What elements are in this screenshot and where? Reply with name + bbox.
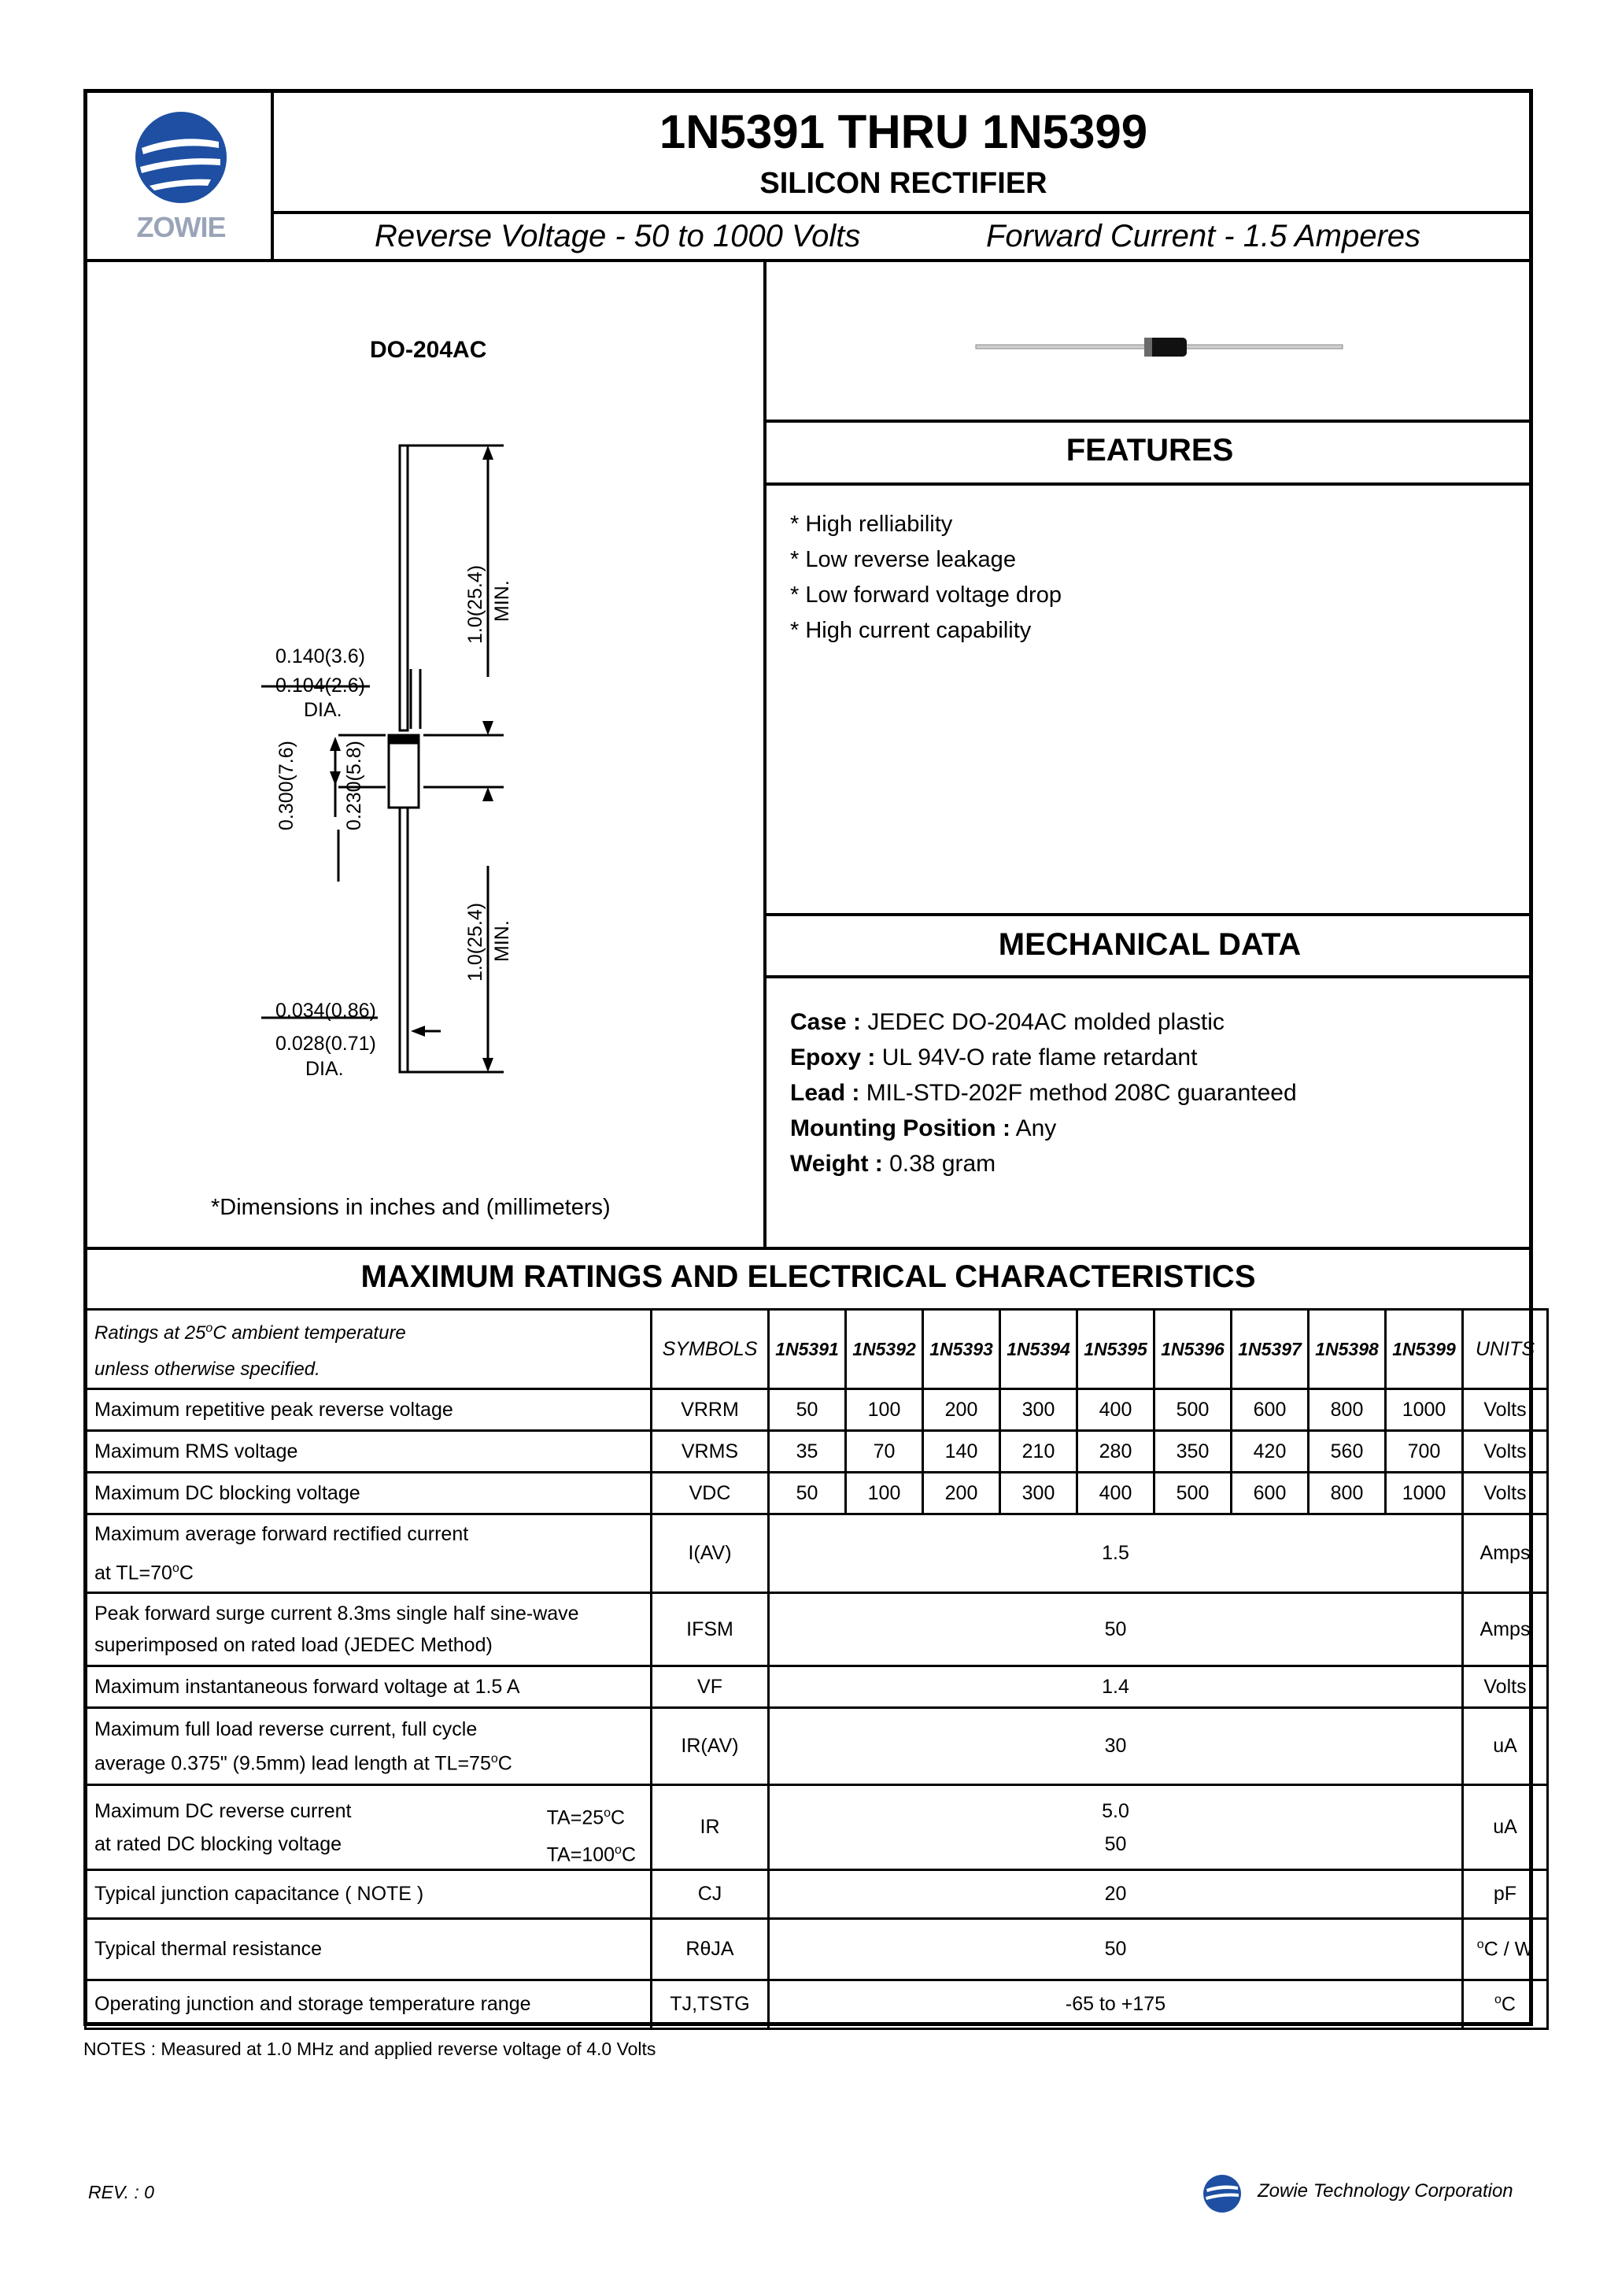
symbol-cell: IR xyxy=(652,1785,769,1870)
param-cell: Maximum RMS voltage xyxy=(86,1431,652,1473)
dim-body-len-min: 0.230(5.8) xyxy=(343,741,365,830)
table-row xyxy=(86,1514,1548,1593)
table-row xyxy=(86,1473,1548,1514)
table-row xyxy=(86,1593,1548,1666)
value-cell: 200 xyxy=(923,1473,1000,1514)
diode-image xyxy=(973,334,1350,360)
part-header: 1N5396 xyxy=(1154,1310,1232,1389)
symbol-cell: TJ,TSTG xyxy=(652,1980,769,2029)
conditions-cell: Ratings at 25$^o$C ambient temperature unless otherwise specified. xyxy=(86,1310,652,1389)
header-rule-title xyxy=(271,211,1533,214)
part-header: 1N5399 xyxy=(1386,1310,1463,1389)
value-cell: 100 xyxy=(846,1473,923,1514)
value-cell: 600 xyxy=(1232,1389,1309,1431)
value-cell: 50 xyxy=(769,1919,1463,1980)
symbol-cell: IR(AV) xyxy=(652,1708,769,1785)
param-cell: Maximum DC blocking voltage xyxy=(86,1473,652,1514)
dim-lead-len-bottom-unit: MIN. xyxy=(491,920,513,962)
dim-body-dia-min: 0.104(2.6) xyxy=(275,675,365,697)
part-header: 1N5398 xyxy=(1309,1310,1386,1389)
feature-item: * Low forward voltage drop xyxy=(790,582,1062,608)
value-cell: 420 xyxy=(1232,1431,1309,1473)
value-cell: 1000 xyxy=(1386,1389,1463,1431)
value-cell: 700 xyxy=(1386,1431,1463,1473)
middle-divider-vertical xyxy=(763,259,767,1247)
value-cell: 500 xyxy=(1154,1389,1232,1431)
value-cell: 5.0 50 xyxy=(769,1785,1463,1870)
mech-item-case: Case : JEDEC DO-204AC molded plastic xyxy=(790,1009,1225,1035)
value-cell: 50 xyxy=(769,1593,1463,1666)
symbol-cell: IFSM xyxy=(652,1593,769,1666)
reverse-voltage-summary: Reverse Voltage - 50 to 1000 Volts xyxy=(375,219,861,253)
dim-lead-dia-min: 0.028(0.71) xyxy=(275,1033,376,1055)
unit-cell: Volts xyxy=(1463,1666,1548,1708)
value-cell: 350 xyxy=(1154,1431,1232,1473)
features-rule-top xyxy=(763,420,1533,423)
package-name: DO-204AC xyxy=(370,337,487,363)
dim-lead-dia-max: 0.034(0.86) xyxy=(275,1000,376,1022)
unit-cell: Volts xyxy=(1463,1473,1548,1514)
table-row xyxy=(86,1666,1548,1708)
value-cell: 140 xyxy=(923,1431,1000,1473)
param-cell: Peak forward surge current 8.3ms single half sine-wave superimposed on rated load (JEDEC Method) xyxy=(86,1593,652,1666)
table-row xyxy=(86,1980,1548,2029)
units-header: UNITS xyxy=(1463,1310,1548,1389)
table-row xyxy=(86,1870,1548,1919)
ratings-heading: MAXIMUM RATINGS AND ELECTRICAL CHARACTERISTICS xyxy=(360,1259,1256,1294)
value-cell: 600 xyxy=(1232,1473,1309,1514)
features-heading: FEATURES xyxy=(1066,433,1234,468)
notes-text: NOTES : Measured at 1.0 MHz and applied reverse voltage of 4.0 Volts xyxy=(83,2039,656,2059)
table-header-row xyxy=(86,1310,1548,1389)
param-cell: Maximum full load reverse current, full cycle average 0.375" (9.5mm) lead length at $TL=75^oC$ xyxy=(86,1708,652,1785)
features-rule-bottom xyxy=(763,482,1533,486)
param-cell: Maximum repetitive peak reverse voltage xyxy=(86,1389,652,1431)
value-cell: 50 xyxy=(769,1389,846,1431)
symbol-cell: CJ xyxy=(652,1870,769,1919)
zowie-logo xyxy=(126,110,236,244)
part-header: 1N5393 xyxy=(923,1310,1000,1389)
param-cell: Typical thermal resistance xyxy=(86,1919,652,1980)
value-cell: 800 xyxy=(1309,1473,1386,1514)
param-cell: Maximum instantaneous forward voltage at 1.5 A xyxy=(86,1666,652,1708)
value-cell: 35 xyxy=(769,1431,846,1473)
dim-lead-len-top-unit: MIN. xyxy=(491,580,513,622)
value-cell: 300 xyxy=(1000,1473,1077,1514)
part-header: 1N5397 xyxy=(1232,1310,1309,1389)
dim-lead-len-bottom: 1.0(25.4) xyxy=(464,902,486,982)
mechanical-heading: MECHANICAL DATA xyxy=(998,927,1302,962)
mech-item-lead: Lead : MIL-STD-202F method 208C guaranteed xyxy=(790,1080,1297,1106)
value-cell: 800 xyxy=(1309,1389,1386,1431)
feature-item: * High relliability xyxy=(790,512,953,537)
symbol-cell: RθJA xyxy=(652,1919,769,1980)
forward-current-summary: Forward Current - 1.5 Amperes xyxy=(986,219,1421,253)
unit-cell: $^o$C / W xyxy=(1463,1919,1548,1980)
param-cell: Maximum DC reverse current at rated DC blocking voltage $TA=25^oC$ $TA=100^oC$ xyxy=(86,1785,652,1870)
param-cell: Maximum average forward rectified current at $TL=70^oC$ xyxy=(86,1514,652,1593)
value-cell: 50 xyxy=(769,1473,846,1514)
dimensions-note: *Dimensions in inches and (millimeters) xyxy=(211,1195,611,1220)
param-cell: Operating junction and storage temperature range xyxy=(86,1980,652,2029)
value-cell: -65 to +175 xyxy=(769,1980,1463,2029)
ratings-table xyxy=(84,1308,1549,2030)
symbol-cell: VF xyxy=(652,1666,769,1708)
table-row xyxy=(86,1785,1548,1870)
feature-item: * High current capability xyxy=(790,618,1032,643)
unit-cell: uA xyxy=(1463,1708,1548,1785)
dim-lead-dia-unit: DIA. xyxy=(305,1058,344,1080)
part-header: 1N5395 xyxy=(1077,1310,1154,1389)
param-cell: Typical junction capacitance ( NOTE ) xyxy=(86,1870,652,1919)
value-cell: 300 xyxy=(1000,1389,1077,1431)
symbols-header: SYMBOLS xyxy=(652,1310,769,1389)
unit-cell: Amps xyxy=(1463,1514,1548,1593)
symbol-cell: VDC xyxy=(652,1473,769,1514)
dim-lead-len-top: 1.0(25.4) xyxy=(464,564,486,644)
page-title: 1N5391 THRU 1N5399 xyxy=(659,105,1148,158)
logo-text: ZOWIE xyxy=(136,211,226,243)
mech-item-epoxy: Epoxy : UL 94V-O rate flame retardant xyxy=(790,1044,1198,1070)
part-header: 1N5391 xyxy=(769,1310,846,1389)
mech-rule-bottom xyxy=(763,975,1533,978)
table-row xyxy=(86,1431,1548,1473)
feature-item: * Low reverse leakage xyxy=(790,547,1016,572)
dim-body-dia-max: 0.140(3.6) xyxy=(275,645,365,667)
value-cell: 30 xyxy=(769,1708,1463,1785)
page-subtitle: SILICON RECTIFIER xyxy=(759,167,1047,200)
part-header: 1N5394 xyxy=(1000,1310,1077,1389)
mech-item-mounting: Mounting Position : Any xyxy=(790,1115,1057,1141)
part-header: 1N5392 xyxy=(846,1310,923,1389)
value-cell: 1.5 xyxy=(769,1514,1463,1593)
value-cell: 200 xyxy=(923,1389,1000,1431)
table-row xyxy=(86,1919,1548,1980)
unit-cell: pF xyxy=(1463,1870,1548,1919)
mech-rule-top xyxy=(763,913,1533,916)
ir-conditions: $TA=25^oC$ $TA=100^oC$ xyxy=(546,1806,636,1866)
unit-cell: Amps xyxy=(1463,1593,1548,1666)
value-cell: 560 xyxy=(1309,1431,1386,1473)
revision-label: REV. : 0 xyxy=(88,2182,154,2202)
value-cell: 500 xyxy=(1154,1473,1232,1514)
dim-body-len-max: 0.300(7.6) xyxy=(275,741,297,830)
value-cell: 210 xyxy=(1000,1431,1077,1473)
value-cell: 100 xyxy=(846,1389,923,1431)
value-cell: 1.4 xyxy=(769,1666,1463,1708)
package-outline-drawing xyxy=(260,441,527,1086)
value-cell: 400 xyxy=(1077,1473,1154,1514)
unit-cell: Volts xyxy=(1463,1389,1548,1431)
company-name: Zowie Technology Corporation xyxy=(1258,2180,1513,2202)
mech-item-weight: Weight : 0.38 gram xyxy=(790,1151,996,1177)
symbol-cell: VRRM xyxy=(652,1389,769,1431)
unit-cell: Volts xyxy=(1463,1431,1548,1473)
header-rule-bottom xyxy=(83,259,1533,262)
zowie-footer-logo-icon xyxy=(1202,2174,1242,2213)
symbol-cell: I(AV) xyxy=(652,1514,769,1593)
table-row xyxy=(86,1389,1548,1431)
dim-body-dia-unit: DIA. xyxy=(304,699,342,721)
ratings-rule-top xyxy=(83,1247,1533,1250)
symbol-cell: VRMS xyxy=(652,1431,769,1473)
table-row xyxy=(86,1708,1548,1785)
value-cell: 280 xyxy=(1077,1431,1154,1473)
unit-cell: uA xyxy=(1463,1785,1548,1870)
value-cell: 400 xyxy=(1077,1389,1154,1431)
value-cell: 20 xyxy=(769,1870,1463,1919)
unit-cell: $^o$C xyxy=(1463,1980,1548,2029)
value-cell: 1000 xyxy=(1386,1473,1463,1514)
value-cell: 70 xyxy=(846,1431,923,1473)
